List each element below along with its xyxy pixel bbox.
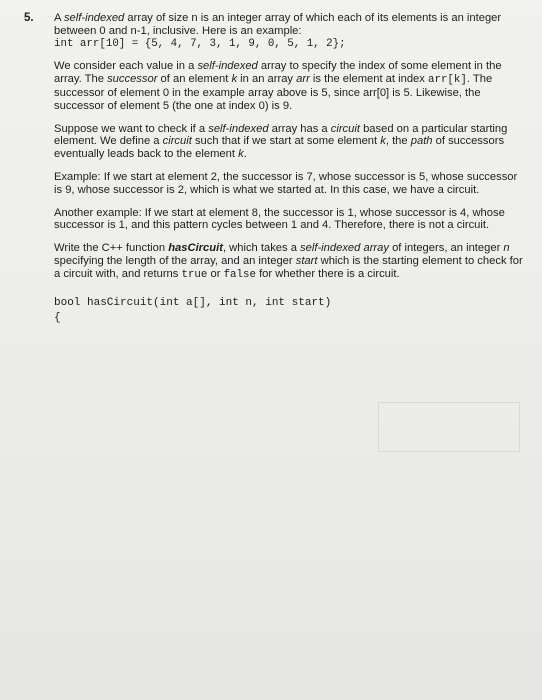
paragraph-successor	[54, 60, 524, 112]
text: A	[54, 12, 64, 24]
code-arr-k: arr[k]	[427, 74, 467, 87]
term-self-indexed: self-indexed	[208, 122, 269, 135]
paragraph-task	[54, 242, 524, 281]
var-n: n	[503, 242, 510, 255]
question-body	[54, 12, 524, 326]
term-self-indexed: self-indexed	[63, 12, 125, 24]
term-circuit: circuit	[162, 135, 192, 148]
text: array has a	[268, 122, 331, 135]
text: Suppose we want to check if a	[54, 122, 209, 135]
text: of successors eventually leads back to the element	[54, 135, 505, 161]
paragraph-example-1: Example: If we start at element 2, the successor is 7, whose successor is 5, whose successor is 9, whose successor is 2, which is what we started at. In this case, we have a circuit.	[54, 170, 518, 196]
text: array to specify the index of some element in the array. The	[54, 60, 502, 86]
term-circuit: circuit	[330, 122, 360, 135]
text: , which takes a	[222, 242, 301, 255]
term-self-indexed-array: self-indexed array	[300, 242, 389, 255]
paragraph-circuit	[54, 123, 524, 161]
paragraph-definition	[54, 12, 524, 50]
text: of integers, an integer	[388, 242, 504, 255]
open-brace: {	[54, 311, 61, 324]
text: .	[243, 148, 247, 161]
text: , the	[385, 135, 411, 148]
code-false: false	[223, 268, 256, 281]
text: based on a particular starting element. We define a	[54, 122, 508, 148]
function-name: hasCircuit	[168, 242, 223, 255]
question-number: 5.	[24, 12, 34, 24]
text: which is the starting element to check for a circuit with, and returns	[54, 254, 523, 280]
text: is the element at index	[309, 73, 428, 86]
function-signature: bool hasCircuit(int a[], int n, int start)	[54, 296, 332, 309]
text: Write the C++ function	[54, 242, 169, 255]
var-start: start	[295, 254, 318, 267]
term-path: path	[410, 135, 433, 148]
text: . The successor of element 0 in the example array above is 5, since arr[0] is 5. Likewise, the successor of element 5 (the one at index 0) is 9.	[54, 73, 493, 112]
paragraph-example-2: Another example: If we start at element 8, the successor is 1, whose successor is 4, whose successor is 1, and this pattern cycles between 1 and 4. Therefore, there is not a circuit.	[54, 206, 505, 232]
function-signature-block	[54, 296, 524, 326]
example-array-code: int arr[10] = {5, 4, 7, 3, 1, 9, 0, 5, 1, 2};	[54, 37, 346, 50]
text: specifying the length of the array, and an integer	[54, 254, 296, 267]
var-k: k	[238, 148, 244, 161]
bleed-through-box	[378, 402, 520, 452]
term-successor: successor	[107, 73, 158, 86]
text: such that if we start at some element	[191, 135, 381, 148]
text: We consider each value in a	[54, 60, 198, 73]
text: of an element	[157, 73, 232, 86]
var-k: k	[231, 73, 238, 86]
var-arr: arr	[296, 73, 310, 86]
text: array of size n is an integer array of which each of its elements is an integer between 0 and n-1, inclusive. Here is an example:	[54, 12, 502, 37]
text: in an array	[237, 73, 297, 86]
text: or	[207, 267, 224, 280]
code-true: true	[181, 268, 208, 281]
text: for whether there is a circuit.	[255, 267, 400, 280]
term-self-indexed: self-indexed	[197, 60, 258, 73]
var-k: k	[380, 135, 386, 148]
